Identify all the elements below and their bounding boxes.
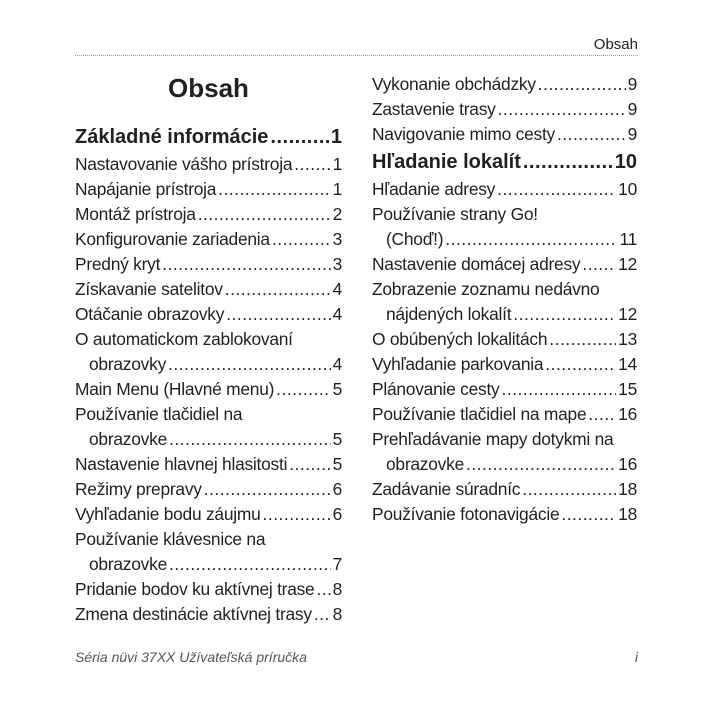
toc-entry [372, 122, 637, 147]
toc-entry-title: Používanie tlačidiel na [75, 404, 243, 424]
toc-entry [372, 97, 637, 122]
toc-entry [75, 477, 342, 502]
toc-leader-dots [522, 477, 616, 502]
toc-page-number: 2 [332, 204, 342, 224]
toc-page-number: 6 [332, 504, 342, 524]
toc-entry-title: Pridanie bodov ku aktívnej trase [75, 579, 315, 599]
toc-page-number: 7 [332, 554, 342, 574]
toc-leader-dots [169, 552, 331, 577]
toc-page-number: 3 [332, 254, 342, 274]
toc-entry-title: Používanie fotonavigácie [372, 504, 560, 524]
toc-entry [372, 477, 637, 502]
toc-entry-title: Predný kryt [75, 254, 161, 274]
toc-entry-title: Získavanie satelitov [75, 279, 223, 299]
toc-page-number: 8 [332, 604, 342, 624]
toc-entry-title: Základné informácie [75, 126, 269, 148]
toc-entry-title: Používanie tlačidiel na mape [372, 404, 587, 424]
toc-entry [75, 252, 342, 277]
toc-leader-dots [314, 602, 331, 627]
toc-leader-dots [316, 577, 330, 602]
footer-page-number: i [634, 649, 638, 665]
toc-leader-dots [218, 177, 330, 202]
toc-leader-dots [198, 202, 331, 227]
toc-page-number: 1 [332, 154, 342, 174]
toc-entry-title: Používanie strany Go! [372, 204, 538, 224]
toc-entry-title: Zastavenie trasy [372, 99, 496, 119]
toc-leader-dots [497, 177, 616, 202]
toc-leader-dots [270, 122, 328, 152]
toc-page-number: 18 [618, 479, 637, 499]
toc-entry [372, 277, 637, 327]
toc-page-number: 4 [332, 279, 342, 299]
toc-entry-title: Používanie klávesnice na [75, 529, 266, 549]
toc-entry [75, 227, 342, 252]
toc-entry [75, 202, 342, 227]
toc-entry-title: Režimy prepravy [75, 479, 202, 499]
toc-page-number: 4 [332, 304, 342, 324]
toc-leader-dots [523, 147, 613, 177]
toc-page-number: 9 [627, 124, 637, 144]
toc-entry-title: Konfigurovanie zariadenia [75, 229, 270, 249]
toc-entry [75, 277, 342, 302]
toc-entry [75, 502, 342, 527]
toc-page-number: 9 [627, 99, 637, 119]
toc-page-number: 4 [332, 354, 342, 374]
toc-entry-title: (Choď!) [386, 229, 444, 249]
toc-entry [372, 402, 637, 427]
toc-entry [372, 427, 637, 477]
footer-manual-name: Séria nüvi 37XX Užívateľská príručka [75, 649, 307, 665]
toc-entry-title: Vykonanie obchádzky [372, 74, 536, 94]
toc-leader-dots [549, 327, 616, 352]
toc-leader-dots [226, 302, 330, 327]
toc-entry-title: Nastavovanie vášho prístroja [75, 154, 293, 174]
toc-leader-dots [168, 352, 331, 377]
header-divider [75, 55, 638, 56]
toc-page-number: 15 [618, 379, 637, 399]
toc-leader-dots [588, 402, 616, 427]
toc-entry-title: Prehľadávanie mapy dotykmi na [372, 429, 614, 449]
toc-entry-title: Main Menu (Hlavné menu) [75, 379, 275, 399]
toc-page-number: 5 [332, 379, 342, 399]
toc-leader-dots [513, 302, 616, 327]
toc-page-number: 12 [618, 304, 637, 324]
toc-entry [372, 72, 637, 97]
toc-entry [75, 452, 342, 477]
toc-entry [372, 177, 637, 202]
toc-page-number: 5 [332, 429, 342, 449]
toc-entry-title: Vyhľadanie parkovania [372, 354, 544, 374]
toc-entry [75, 377, 342, 402]
toc-entry-title: Zadávanie súradníc [372, 479, 521, 499]
toc-leader-dots [263, 502, 331, 527]
toc-entry-title: obrazovke [89, 429, 167, 449]
toc-page-number: 1 [332, 179, 342, 199]
toc-page-number: 9 [627, 74, 637, 94]
toc-entry [372, 327, 637, 352]
toc-leader-dots [445, 227, 617, 252]
toc-entry [75, 577, 342, 602]
toc-entry [75, 602, 342, 627]
toc-right-column [372, 70, 637, 527]
toc-entry-title: obrazovky [89, 354, 167, 374]
toc-page-number: 13 [618, 329, 637, 349]
toc-entry-title: Plánovanie cesty [372, 379, 500, 399]
toc-leader-dots [225, 277, 331, 302]
toc-page-number: 1 [330, 126, 342, 148]
toc-entry [75, 527, 342, 577]
toc-page-number: 16 [618, 454, 637, 474]
toc-right-list [372, 72, 637, 527]
toc-entry-title: Montáž prístroja [75, 204, 196, 224]
toc-section-entry [75, 122, 342, 152]
toc-leader-dots [294, 152, 330, 177]
toc-page-number: 10 [618, 179, 637, 199]
toc-page-number: 6 [332, 479, 342, 499]
toc-entry-title: Hľadanie adresy [372, 179, 496, 199]
toc-leader-dots [498, 97, 626, 122]
toc-page-number: 18 [618, 504, 637, 524]
toc-leader-dots [276, 377, 330, 402]
toc-entry [372, 252, 637, 277]
toc-entry [372, 352, 637, 377]
toc-entry-title: Zmena destinácie aktívnej trasy [75, 604, 312, 624]
toc-leader-dots [272, 227, 331, 252]
toc-leader-dots [162, 252, 330, 277]
toc-left-list [75, 122, 342, 627]
toc-page-number: 5 [332, 454, 342, 474]
toc-entry-title: Hľadanie lokalít [372, 151, 521, 173]
toc-entry-title: obrazovke [386, 454, 464, 474]
toc-page-number: 10 [614, 151, 637, 173]
toc-page-number: 14 [618, 354, 637, 374]
toc-leader-dots [501, 377, 616, 402]
toc-page-number: 11 [619, 229, 637, 249]
toc-entry-title: Zobrazenie zoznamu nedávno [372, 279, 600, 299]
toc-entry-title: Vyhľadanie bodu záujmu [75, 504, 261, 524]
toc-leader-dots [557, 122, 626, 147]
toc-entry [372, 202, 637, 252]
toc-entry-title: Napájanie prístroja [75, 179, 217, 199]
toc-leader-dots [204, 477, 331, 502]
toc-entry [372, 377, 637, 402]
toc-entry-title: O obúbených lokalitách [372, 329, 548, 349]
toc-leader-dots [169, 427, 331, 452]
toc-leader-dots [289, 452, 330, 477]
page-title: Obsah [168, 73, 249, 103]
toc-page-number: 16 [618, 404, 637, 424]
toc-entry-title: Navigovanie mimo cesty [372, 124, 555, 144]
toc-left-column [75, 70, 342, 627]
toc-entry [372, 502, 637, 527]
toc-page-number: 8 [332, 579, 342, 599]
toc-entry [75, 302, 342, 327]
toc-leader-dots [466, 452, 616, 477]
toc-entry-title: obrazovke [89, 554, 167, 574]
toc-page-number: 12 [618, 254, 637, 274]
toc-leader-dots [538, 72, 626, 97]
toc-leader-dots [582, 252, 616, 277]
toc-entry-title: nájdených lokalít [386, 304, 512, 324]
toc-entry [75, 152, 342, 177]
toc-leader-dots [545, 352, 616, 377]
toc-leader-dots [561, 502, 616, 527]
toc-entry [75, 402, 342, 452]
toc-entry [75, 327, 342, 377]
toc-entry-title: Nastavenie hlavnej hlasitosti [75, 454, 288, 474]
toc-entry-title: O automatickom zablokovaní [75, 329, 293, 349]
toc-entry-title: Otáčanie obrazovky [75, 304, 225, 324]
toc-entry-title: Nastavenie domácej adresy [372, 254, 581, 274]
toc-page-number: 3 [332, 229, 342, 249]
toc-section-entry [372, 147, 637, 177]
section-label: Obsah [593, 36, 638, 53]
toc-entry [75, 177, 342, 202]
